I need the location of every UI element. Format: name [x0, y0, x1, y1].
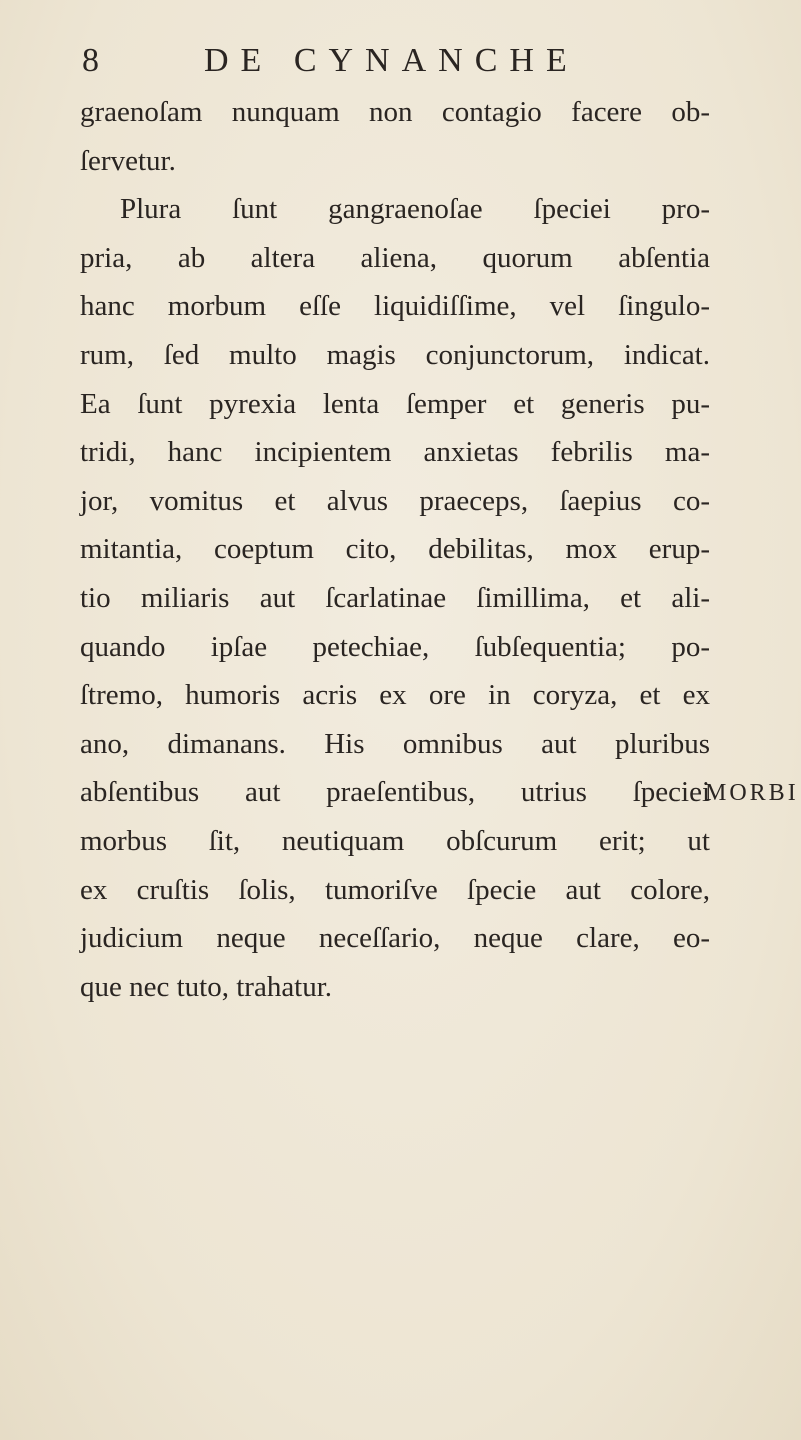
text-line: que nec tuto, trahatur.: [80, 970, 333, 1003]
body-text: [80, 88, 710, 1011]
text-line: tridi, hanc incipientem anxietas febrilis ma-: [80, 436, 710, 469]
running-title: DE CYNANCHE: [204, 42, 579, 79]
catchword: MORBI: [705, 780, 799, 806]
text-line: mitantia, coeptum cito, debilitas, mox erup-: [80, 533, 710, 566]
text-line: abſentibus aut praeſentibus, utrius ſpeciei: [80, 776, 710, 809]
text-line: rum, ſed multo magis conjunctorum, indicat.: [80, 338, 710, 371]
page-number: 8: [82, 42, 99, 79]
text-line: pria, ab altera aliena, quorum abſentia: [80, 241, 710, 274]
text-line: graenoſam nunquam non contagio facere ob-: [80, 96, 710, 128]
text-line: ex cruſtis ſolis, tumoriſve ſpecie aut colore,: [80, 873, 710, 906]
text-line: tio miliaris aut ſcarlatinae ſimillima, et ali-: [80, 581, 710, 614]
text-line: judicium neque neceſſario, neque clare, eo-: [80, 922, 710, 955]
text-line: ſervetur.: [80, 144, 176, 177]
text-line: Plura ſunt gangraenoſae ſpeciei pro-: [120, 193, 710, 226]
text-line: morbus ſit, neutiquam obſcurum erit; ut: [80, 824, 710, 857]
text-line: jor, vomitus et alvus praeceps, ſaepius co-: [80, 484, 710, 517]
text-line: ſtremo, humoris acris ex ore in coryza, et ex: [80, 679, 710, 712]
text-line: quando ipſae petechiae, ſubſequentia; po-: [80, 630, 710, 663]
text-line: ano, dimanans. His omnibus aut pluribus: [80, 727, 710, 760]
text-line: Ea ſunt pyrexia lenta ſemper et generis pu-: [80, 387, 710, 420]
running-header: [82, 42, 602, 82]
text-line: hanc morbum eſſe liquidiſſime, vel ſingulo-: [80, 290, 710, 323]
